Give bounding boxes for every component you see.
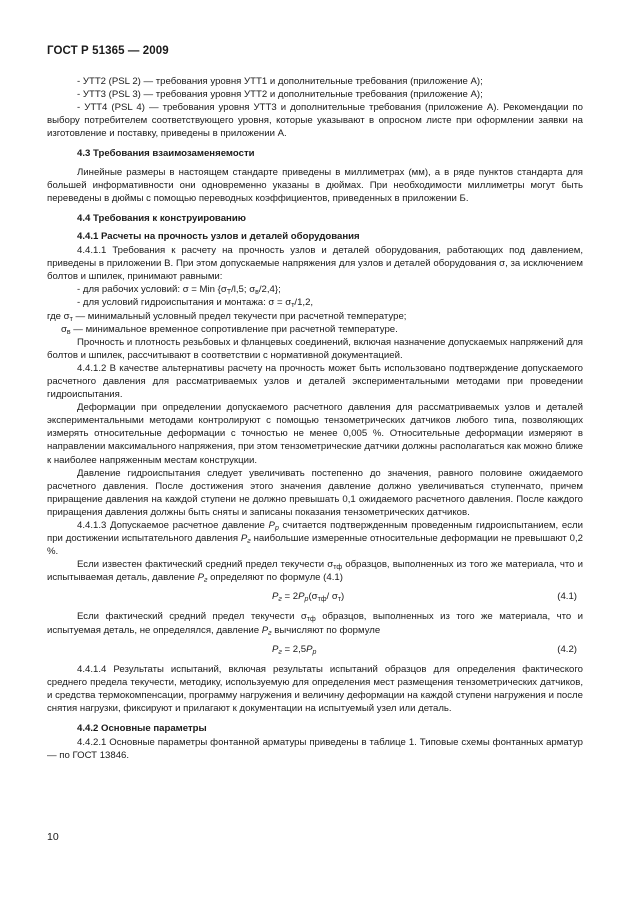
section-heading-4-4: 4.4 Требования к конструированию: [77, 212, 246, 224]
equation-4-2-number: (4.2): [557, 643, 577, 655]
paragraph-hydrotest-pressure: Давление гидроиспытания следует увеличивать постепенно до значения, равного половине ожидаемого расчетного давления. После достижения этого значения давление должно увеличиваться ступенчато, причем приращение давления на каждой ступени не должно превышать 0,1 ожидаемого расчетного давления. После каждого приращения давления должны быть сняты и записаны показания тензометрических датчиков.: [47, 467, 583, 518]
page-header-standard-number: ГОСТ Р 51365 — 2009: [47, 45, 169, 57]
paragraph-bolts-strength: Прочность и плотность резьбовых и фланцевых соединений, включая назначение допускаемых напряжений для болтов и шпилек, рассчитывают в соответствии с нормативной документацией.: [47, 336, 583, 361]
formula-hydrotest-conditions: - для условий гидроиспытания и монтажа: $\sigma = \sigma_т/1,2$,: [77, 297, 314, 310]
paragraph-4-4-1-2: 4.4.1.2 В качестве альтернативы расчету на прочность может быть использовано подтверждение допускаемого расчетного давления для рассматриваемых узлов и деталей экспериментальными методами при проведении гидроиспытания.: [47, 362, 583, 401]
equation-4-2: [47, 640, 583, 660]
definition-tensile-strength: $\sigma_в$ — минимальное временное сопротивление при расчетной температуре.: [61, 323, 398, 336]
paragraph-4-4-2-1: 4.4.2.1 Основные параметры фонтанной арматуры приведены в таблице 1. Типовые схемы фонтанных арматур — по ГОСТ 13846.: [47, 737, 583, 762]
list-item-utt3: - УТТ3 (PSL 3) — требования уровня УТТ2 и дополнительные требования (приложение А);: [77, 89, 483, 101]
equation-4-2-formula: $P_г = 2,5P_p$: [272, 643, 317, 656]
subsection-heading-4-4-2: 4.4.2 Основные параметры: [77, 723, 207, 735]
paragraph-4-4-1-4: 4.4.1.4 Результаты испытаний, включая результаты испытаний образцов для определения фактического среднего предела текучести, методику, используемую для определения мест размещения тензометрических датчиков, и средства термокомпенсации, программу нагружения и величину деформации на каждой ступени нагружения и после снятия нагрузки, фиксируют и прилагают к документации на испытуемый узел или деталь.: [47, 663, 583, 714]
paragraph-unknown-yield: Если фактический средний предел текучести $\sigma_{тф}$ образцов, выполненных из того же материала, что и испытуемая деталь, не определялся, давление $P_г$ вычисляют по формуле: [47, 611, 584, 637]
paragraph-4-4-1-3: 4.4.1.3 Допускаемое расчетное давление $P_p$ считается подтвержденным проведенным гидроиспытанием, если при достижении испытательного давления $P_г$ наибольшие измеренные относительные деформации не превышают 0,2 %.: [47, 520, 583, 558]
subsection-heading-4-4-1: 4.4.1 Расчеты на прочность узлов и деталей оборудования: [77, 230, 360, 242]
page-number: 10: [47, 831, 59, 843]
paragraph-deformations: Деформации при определении допускаемого расчетного давления для рассматриваемых узлов и деталей экспериментальными методами контролируют с помощью тензометрических датчиков любого типа, позволяющих измерять относительные деформации с точностью не менее 0,005 %. Относительные деформации измеряют в направлении максимального напряжения, при этом тензометрические датчики должны располагаться как можно ближе к наиболее напряженным местам конструкции.: [47, 402, 583, 466]
section-heading-4-3: 4.3 Требования взаимозаменяемости: [77, 148, 255, 160]
list-item-utt2: - УТТ2 (PSL 2) — требования уровня УТТ1 и дополнительные требования (приложение А);: [77, 76, 483, 87]
list-item-utt4: - УТТ4 (PSL 4) — требования уровня УТТ3 и дополнительные требования (приложение А). Рекомендации по выбору потребителем соответствующего уровня, которые указывают в опросном листе при оформлении заявки на изготовление и поставку, приведены в приложении А.: [47, 102, 583, 140]
formula-working-conditions: - для рабочих условий: σ = Min {$\sigma_T/l,5$; $\sigma_в/2,4$};: [77, 284, 281, 297]
equation-4-1-formula: $P_г = 2P_p(\sigma_{тф}/$ $\sigma_т$): [272, 591, 345, 604]
definition-yield-strength: где $\sigma_т$ — минимальный условный предел текучести при расчетной температуре;: [47, 310, 407, 323]
equation-4-1-number: (4.1): [557, 591, 577, 603]
paragraph-interchangeability: Линейные размеры в настоящем стандарте приведены в миллиметрах (мм), а в ряде пунктов стандарта для большей информативности они одновременно указаны в дюймах. При необходимости миллиметры могут быть переведены в дюймы с помощью переводных коэффициентов, приведенных в приложении Б.: [47, 166, 583, 204]
paragraph-4-4-1-1: 4.4.1.1 Требования к расчету на прочность узлов и деталей оборудования, работающих под давлением, приведены в приложении В. При этом допускаемые напряжения для узлов и деталей оборудования σ, за исключением болтов и шпилек, принимают равными:: [47, 245, 583, 283]
paragraph-known-yield: Если известен фактический средний предел текучести $\sigma_{тф}$ образцов, выполненных из того же материала, что и испытываемая деталь, давление $P_г$ определяют по формуле (4.1): [47, 559, 583, 585]
equation-4-1: [47, 587, 583, 607]
document-body: [47, 75, 583, 762]
